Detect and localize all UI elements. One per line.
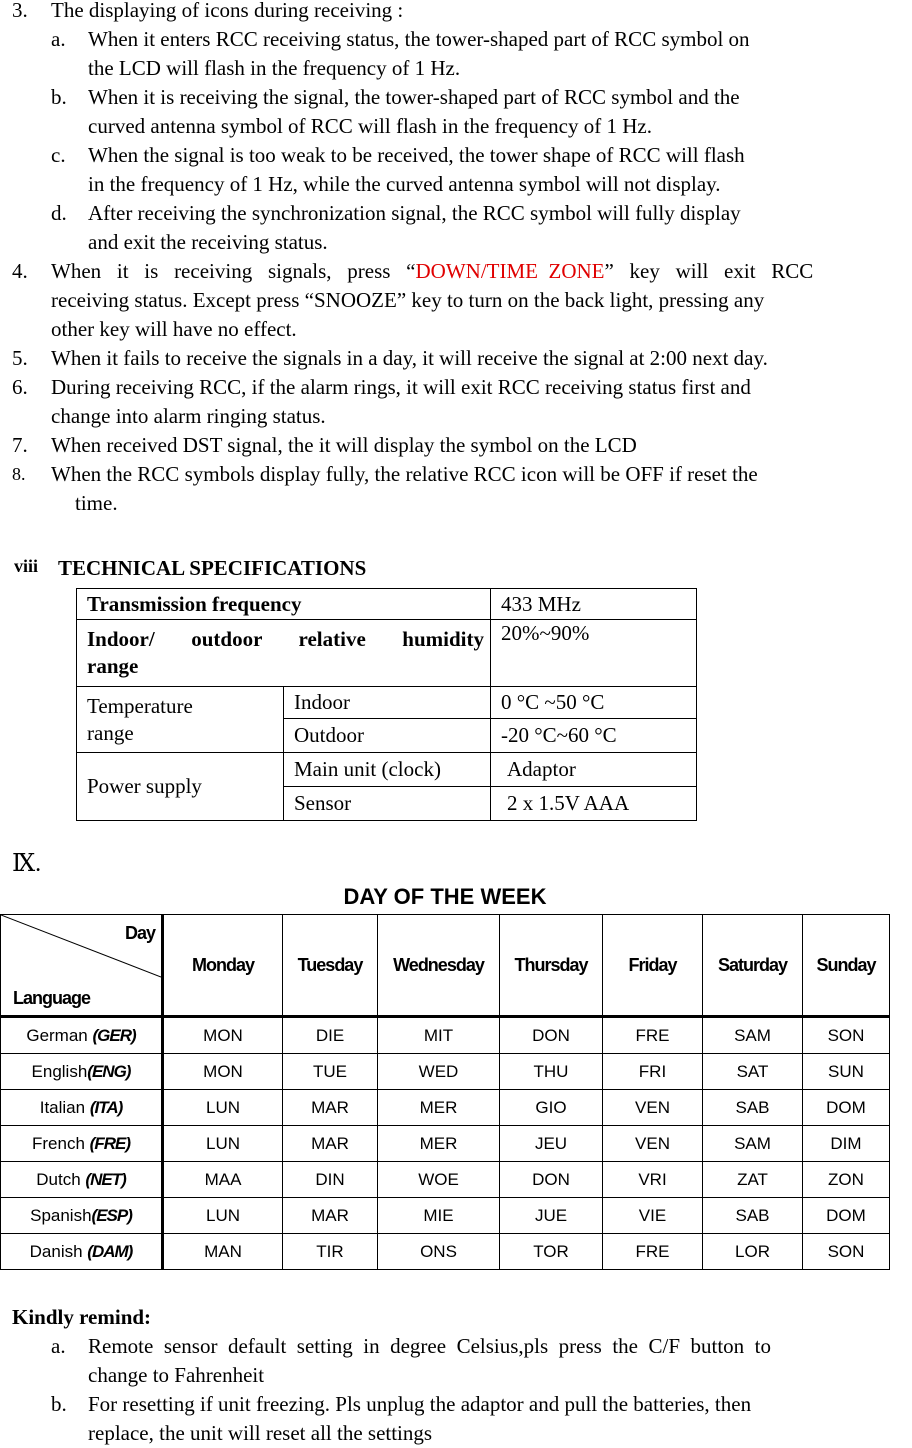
spec-label-line: range — [87, 654, 139, 678]
item-number: 7. — [12, 433, 28, 457]
day-abbrev-cell: MAR — [283, 1090, 378, 1126]
list-item: and exit the receiving status. — [88, 230, 328, 254]
spec-sublabel: Indoor — [284, 687, 491, 719]
day-abbrev-cell: SON — [803, 1017, 890, 1054]
day-table-title: DAY OF THE WEEK — [343, 884, 547, 909]
day-abbrev-cell: DIN — [283, 1162, 378, 1198]
corner-header — [1, 915, 163, 1017]
list-item-text: Remote sensor default setting in degree Celsius,pls press the C/F button to — [88, 1334, 772, 1358]
list-item: the LCD will flash in the frequency of 1 Hz. — [88, 56, 461, 80]
column-header: Friday — [603, 915, 703, 1017]
column-header: Tuesday — [283, 915, 378, 1017]
language-cell — [1, 1126, 163, 1162]
language-name: Danish — [29, 1241, 88, 1261]
column-header: Sunday — [803, 915, 890, 1017]
remind-heading: Kindly remind: — [12, 1305, 152, 1329]
spec-label-line: range — [87, 720, 134, 745]
column-header: Thursday — [500, 915, 603, 1017]
day-abbrev-cell: MON — [163, 1054, 283, 1090]
paragraph-line: change into alarm ringing status. — [51, 404, 326, 428]
table-row — [1, 1234, 890, 1270]
sub-label: a. — [51, 1334, 66, 1358]
item-number: 3. — [12, 0, 28, 22]
day-abbrev-cell: THU — [500, 1054, 603, 1090]
sub-label: c. — [51, 143, 66, 167]
list-item: in the frequency of 1 Hz, while the curved antenna symbol will not display. — [88, 172, 721, 196]
table-row — [1, 1090, 890, 1126]
column-header: Saturday — [703, 915, 803, 1017]
spec-value: 2 x 1.5V AAA — [491, 787, 697, 821]
day-abbrev-cell: MIT — [378, 1017, 500, 1054]
spec-value: 20%~90% — [491, 620, 697, 687]
day-abbrev-cell: LUN — [163, 1126, 283, 1162]
item-number: 6. — [12, 375, 28, 399]
day-abbrev-cell: SAM — [703, 1126, 803, 1162]
day-abbrev-cell: DON — [500, 1162, 603, 1198]
day-abbrev-cell: LUN — [163, 1198, 283, 1234]
list-item: When the signal is too weak to be received, the tower shape of RCC will flash — [88, 143, 745, 167]
language-name: German — [26, 1025, 93, 1045]
paragraph-line: time. — [75, 491, 118, 515]
table-row — [77, 753, 697, 787]
day-abbrev-cell: MER — [378, 1126, 500, 1162]
corner-language-label: Language — [13, 988, 91, 1008]
day-abbrev-cell: VEN — [603, 1090, 703, 1126]
table-row — [77, 589, 697, 620]
corner-day-label: Day — [124, 923, 155, 943]
table-row — [77, 687, 697, 719]
language-code: (FRE) — [89, 1133, 130, 1153]
list-item — [88, 1332, 878, 1361]
day-abbrev-cell: ONS — [378, 1234, 500, 1270]
sub-label: b. — [51, 85, 67, 109]
language-cell — [1, 1234, 163, 1270]
language-code: (GER) — [92, 1025, 136, 1045]
item-number: 4. — [12, 259, 28, 283]
section-numeral: viii — [14, 556, 39, 576]
language-cell — [1, 1090, 163, 1126]
day-abbrev-cell: JUE — [500, 1198, 603, 1234]
day-abbrev-cell: WOE — [378, 1162, 500, 1198]
day-abbrev-cell: MAR — [283, 1198, 378, 1234]
list-item: replace, the unit will reset all the settings — [88, 1421, 433, 1445]
language-name: Italian — [39, 1097, 90, 1117]
day-abbrev-cell: VEN — [603, 1126, 703, 1162]
spec-table — [76, 588, 697, 821]
list-item: After receiving the synchronization signal, the RCC symbol will fully display — [88, 201, 741, 225]
list-item: For resetting if unit freezing. Pls unplug the adaptor and pull the batteries, then — [88, 1392, 752, 1416]
language-name: Dutch — [36, 1169, 86, 1189]
sub-label: b. — [51, 1392, 67, 1416]
table-row — [77, 620, 697, 687]
language-name: Spanish — [30, 1205, 92, 1225]
sub-label: a. — [51, 27, 66, 51]
day-abbrev-cell: SAM — [703, 1017, 803, 1054]
paragraph-line: receiving status. Except press “SNOOZE” key to turn on the back light, pressing any — [51, 288, 765, 312]
language-code: (ENG) — [87, 1061, 131, 1081]
language-code: (ESP) — [91, 1205, 132, 1225]
day-abbrev-cell: DOM — [803, 1198, 890, 1234]
spec-label — [77, 620, 491, 687]
day-abbrev-cell: MAA — [163, 1162, 283, 1198]
day-abbrev-cell: MAN — [163, 1234, 283, 1270]
day-abbrev-cell: GIO — [500, 1090, 603, 1126]
language-cell — [1, 1162, 163, 1198]
column-header: Wednesday — [378, 915, 500, 1017]
spec-value: 433 MHz — [491, 589, 697, 620]
day-abbrev-cell: SAB — [703, 1090, 803, 1126]
day-abbrev-cell: VIE — [603, 1198, 703, 1234]
table-row — [1, 1198, 890, 1234]
key-name-highlight: DOWN/TIME ZONE — [415, 259, 605, 283]
day-abbrev-cell: DOM — [803, 1090, 890, 1126]
day-of-week-table — [0, 914, 890, 1270]
day-abbrev-cell: LUN — [163, 1090, 283, 1126]
spec-sublabel: Outdoor — [284, 719, 491, 753]
spec-label-line: Indoor/ outdoor relative humidity — [87, 627, 484, 651]
table-row — [1, 1162, 890, 1198]
text-segment: When it is receiving signals, press “ — [51, 259, 416, 283]
day-abbrev-cell: VRI — [603, 1162, 703, 1198]
spec-label — [77, 687, 284, 753]
language-code: (DAM) — [87, 1241, 133, 1261]
section-heading: TECHNICAL SPECIFICATIONS — [58, 556, 367, 580]
language-cell — [1, 1198, 163, 1234]
column-header: Monday — [163, 915, 283, 1017]
sub-label: d. — [51, 201, 67, 225]
paragraph-line — [51, 257, 910, 286]
day-abbrev-cell: MIE — [378, 1198, 500, 1234]
spec-label-line: Temperature — [87, 693, 193, 718]
day-abbrev-cell: WED — [378, 1054, 500, 1090]
day-abbrev-cell: SUN — [803, 1054, 890, 1090]
language-code: (NET) — [85, 1169, 126, 1189]
list-item: curved antenna symbol of RCC will flash in the frequency of 1 Hz. — [88, 114, 652, 138]
day-abbrev-cell: TIR — [283, 1234, 378, 1270]
language-cell — [1, 1017, 163, 1054]
spec-sublabel: Main unit (clock) — [284, 753, 491, 787]
day-abbrev-cell: JEU — [500, 1126, 603, 1162]
day-abbrev-cell: SAB — [703, 1198, 803, 1234]
spec-label: Power supply — [77, 753, 284, 821]
paragraph-line: When the RCC symbols display fully, the relative RCC icon will be OFF if reset the — [51, 462, 758, 486]
list-item: When it is receiving the signal, the tower-shaped part of RCC symbol and the — [88, 85, 740, 109]
spec-label: Transmission frequency — [77, 589, 491, 620]
spec-value: 0 °C ~50 °C — [491, 687, 697, 719]
item-number: 5. — [12, 346, 28, 370]
language-cell — [1, 1054, 163, 1090]
table-header-row — [1, 915, 890, 1017]
text-segment: ” key will exit RCC — [604, 259, 814, 283]
paragraph-line: During receiving RCC, if the alarm rings, it will exit RCC receiving status first and — [51, 375, 751, 399]
day-abbrev-cell: SAT — [703, 1054, 803, 1090]
list-item: change to Fahrenheit — [88, 1363, 265, 1387]
day-abbrev-cell: FRI — [603, 1054, 703, 1090]
paragraph-line: other key will have no effect. — [51, 317, 297, 341]
language-name: English — [31, 1061, 88, 1081]
paragraph-line: When received DST signal, the it will display the symbol on the LCD — [51, 433, 637, 457]
spec-sublabel: Sensor — [284, 787, 491, 821]
section-numeral: Ⅸ. — [12, 851, 42, 877]
day-abbrev-cell: DON — [500, 1017, 603, 1054]
day-abbrev-cell: LOR — [703, 1234, 803, 1270]
day-abbrev-cell: MON — [163, 1017, 283, 1054]
day-abbrev-cell: FRE — [603, 1234, 703, 1270]
table-row — [1, 1126, 890, 1162]
language-name: French — [32, 1133, 90, 1153]
spec-value: Adaptor — [491, 753, 697, 787]
table-row — [1, 1017, 890, 1054]
item-number: 8. — [12, 464, 26, 484]
section-title: The displaying of icons during receiving : — [51, 0, 404, 22]
day-abbrev-cell: ZON — [803, 1162, 890, 1198]
day-abbrev-cell: DIM — [803, 1126, 890, 1162]
day-abbrev-cell: DIE — [283, 1017, 378, 1054]
list-item: When it enters RCC receiving status, the tower-shaped part of RCC symbol on — [88, 27, 750, 51]
day-abbrev-cell: MER — [378, 1090, 500, 1126]
day-abbrev-cell: TUE — [283, 1054, 378, 1090]
language-code: (ITA) — [89, 1097, 123, 1117]
day-abbrev-cell: TOR — [500, 1234, 603, 1270]
table-row — [1, 1054, 890, 1090]
paragraph-line: When it fails to receive the signals in a day, it will receive the signal at 2:00 next day. — [51, 346, 768, 370]
spec-value: -20 °C~60 °C — [491, 719, 697, 753]
day-abbrev-cell: FRE — [603, 1017, 703, 1054]
day-abbrev-cell: ZAT — [703, 1162, 803, 1198]
day-abbrev-cell: MAR — [283, 1126, 378, 1162]
day-abbrev-cell: SON — [803, 1234, 890, 1270]
